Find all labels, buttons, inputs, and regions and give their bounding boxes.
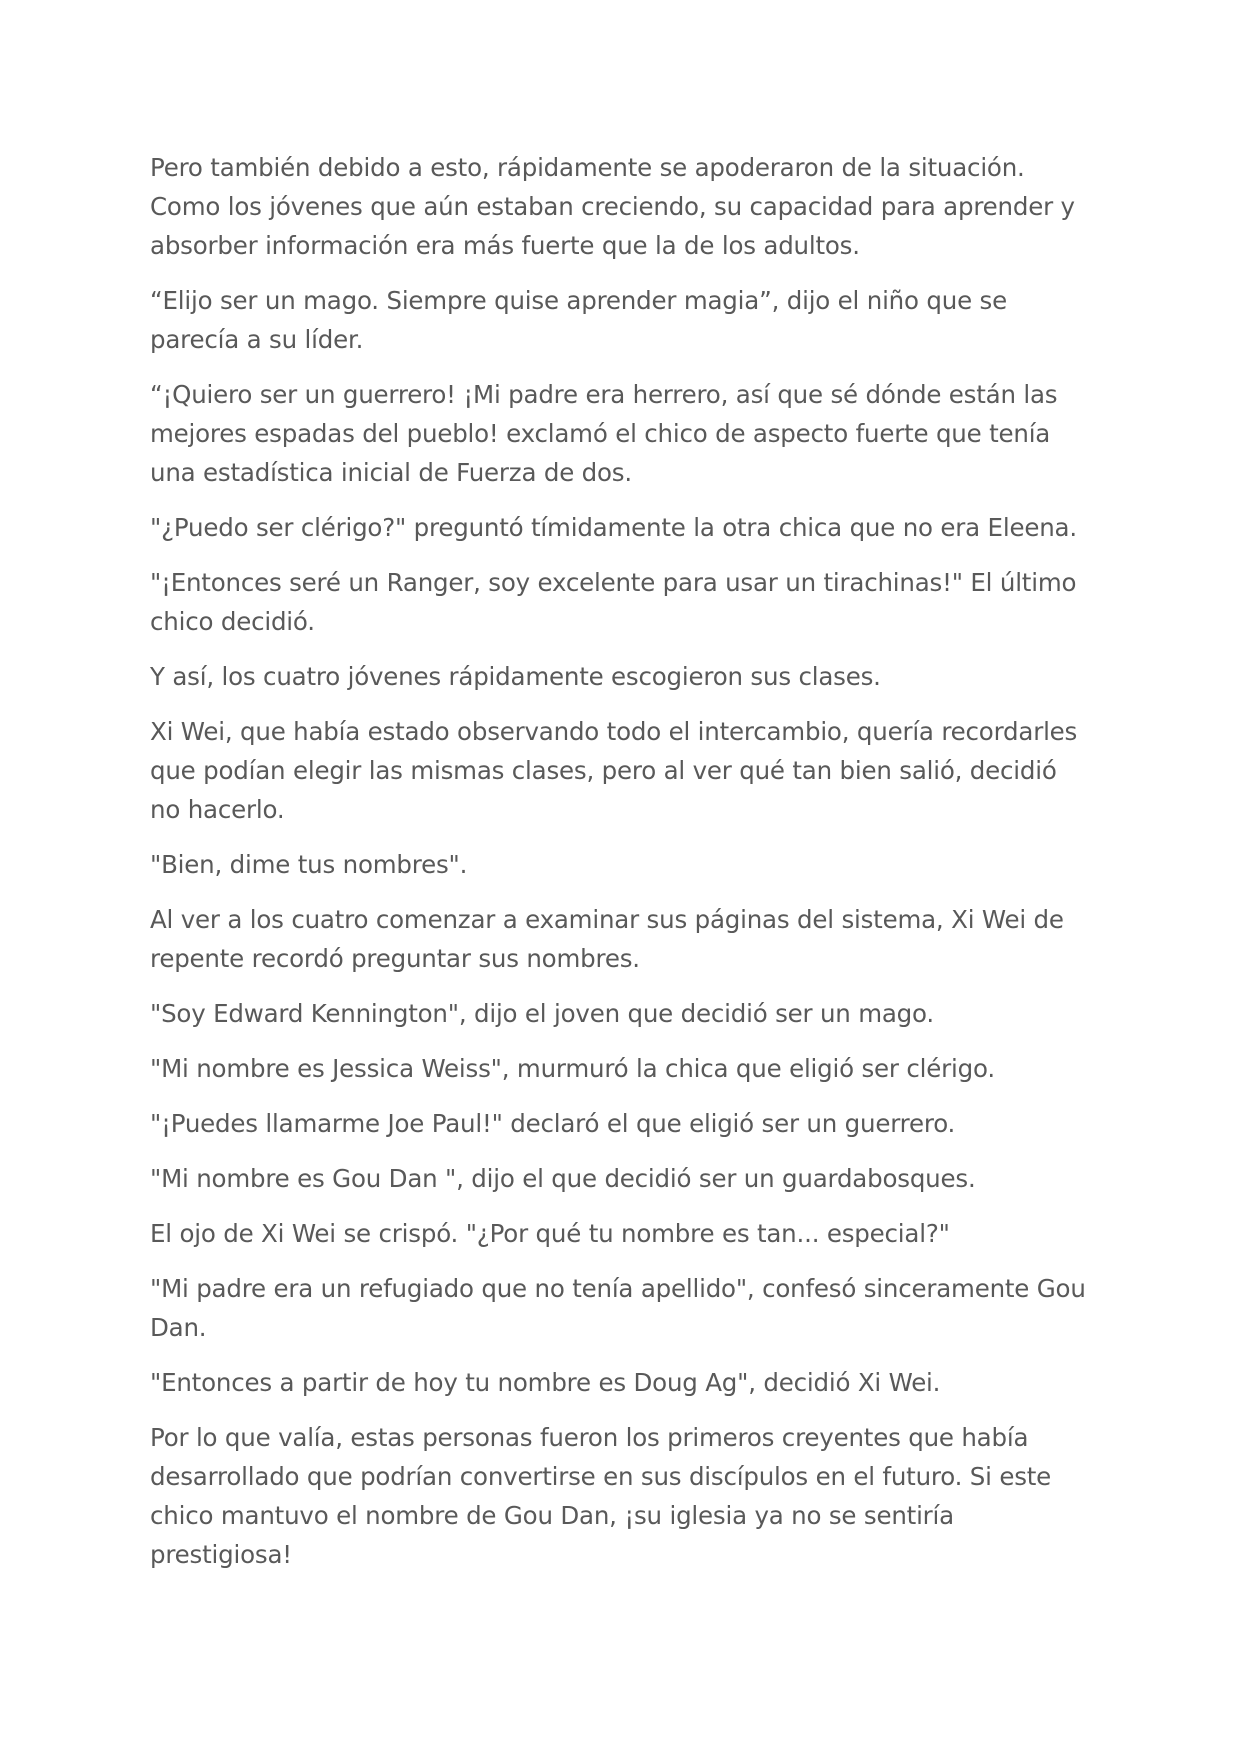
paragraph: El ojo de Xi Wei se crispó. "¿Por qué tu nombre es tan... especial?": [150, 1219, 950, 1248]
paragraph: Pero también debido a esto, rápidamente se apoderaron de la situación. Como los jóvenes que aún estaban creciendo, su capacidad para aprender y absorber información era más fuerte que la de los adultos.: [150, 153, 1075, 260]
paragraph: "¿Puedo ser clérigo?" preguntó tímidamente la otra chica que no era Eleena.: [150, 513, 1077, 542]
paragraph: "Bien, dime tus nombres".: [150, 850, 468, 879]
paragraph: "Soy Edward Kennington", dijo el joven que decidió ser un mago.: [150, 999, 934, 1028]
paragraph: "Mi nombre es Jessica Weiss", murmuró la chica que eligió ser clérigo.: [150, 1054, 995, 1083]
paragraph: Xi Wei, que había estado observando todo el intercambio, quería recordarles que podían elegir las mismas clases, pero al ver qué tan bien salió, decidió no hacerlo.: [150, 717, 1078, 824]
paragraph: "¡Entonces seré un Ranger, soy excelente para usar un tirachinas!" El último chico decidió.: [150, 568, 1077, 636]
paragraph: “¡Quiero ser un guerrero! ¡Mi padre era herrero, así que sé dónde están las mejores espadas del pueblo! exclamó el chico de aspecto fuerte que tenía una estadística inicial de Fuerza de dos.: [150, 380, 1058, 487]
paragraph: Al ver a los cuatro comenzar a examinar sus páginas del sistema, Xi Wei de repente recordó preguntar sus nombres.: [150, 905, 1064, 973]
paragraph: "Mi nombre es Gou Dan ", dijo el que decidió ser un guardabosques.: [150, 1164, 976, 1193]
paragraph: Y así, los cuatro jóvenes rápidamente escogieron sus clases.: [150, 662, 881, 691]
paragraph: Por lo que valía, estas personas fueron los primeros creyentes que había desarrollado que podrían convertirse en sus discípulos en el futuro. Si este chico mantuvo el nombre de Gou Dan, ¡su iglesia ya no se sentiría prestigiosa!: [150, 1423, 1052, 1569]
paragraph: "¡Puedes llamarme Joe Paul!" declaró el que eligió ser un guerrero.: [150, 1109, 956, 1138]
paragraph: "Entonces a partir de hoy tu nombre es Doug Ag", decidió Xi Wei.: [150, 1368, 941, 1397]
document-body: [150, 148, 1090, 1590]
paragraph: “Elijo ser un mago. Siempre quise aprender magia”, dijo el niño que se parecía a su líder.: [150, 286, 1007, 354]
paragraph: "Mi padre era un refugiado que no tenía apellido", confesó sinceramente Gou Dan.: [150, 1274, 1086, 1342]
